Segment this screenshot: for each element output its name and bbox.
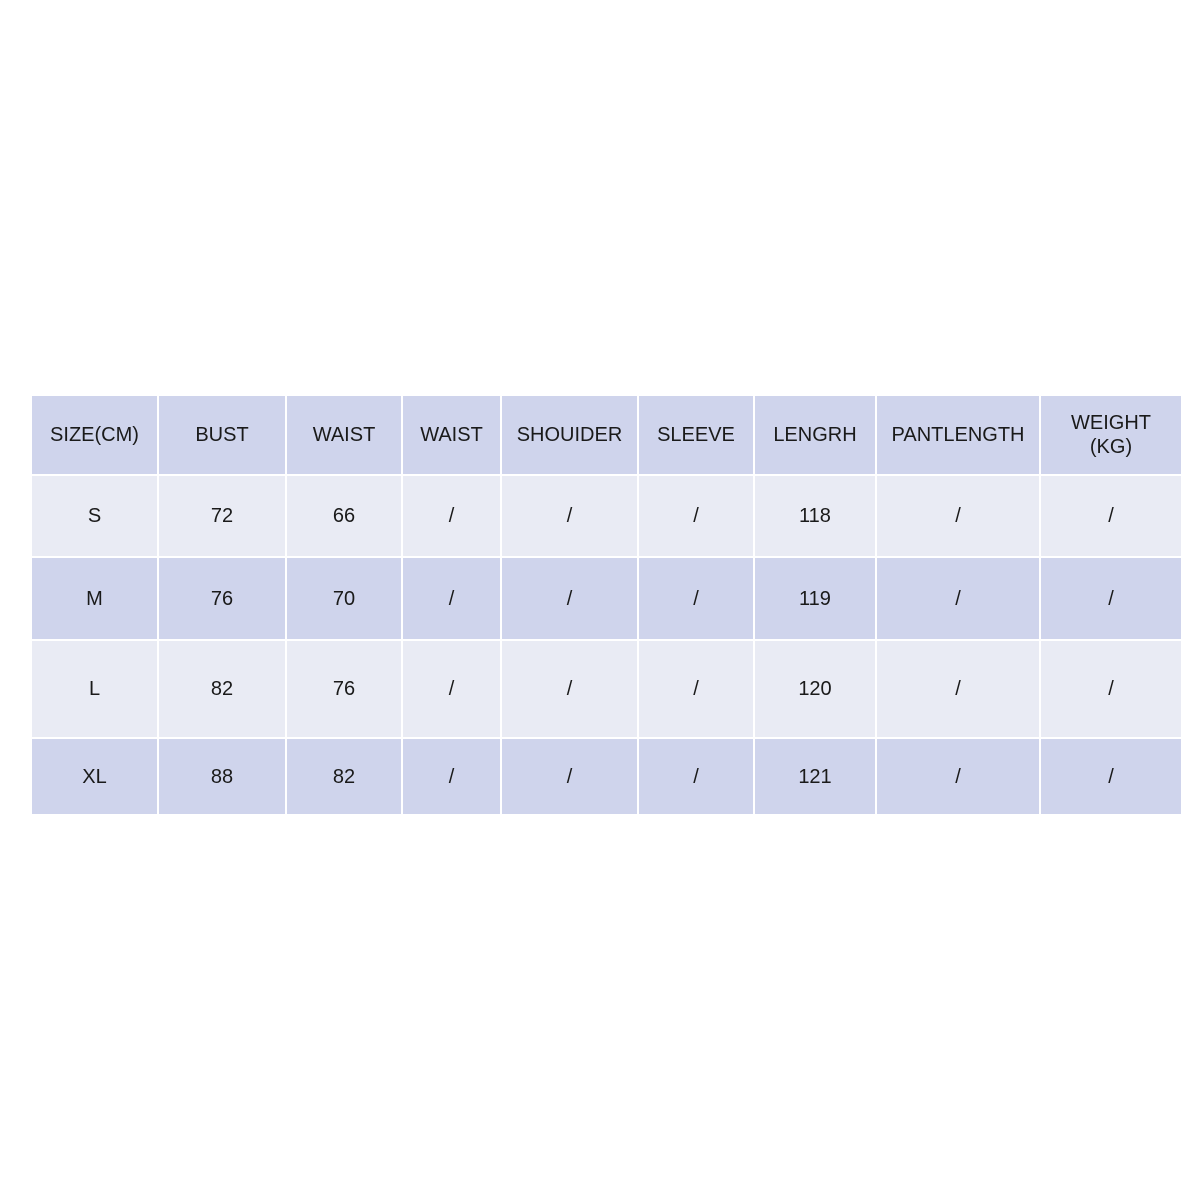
table-row <box>31 738 1182 815</box>
cell-weight: / <box>1040 557 1182 640</box>
cell-shoulder: / <box>501 475 638 557</box>
header-pant-length: PANTLENGTH <box>876 395 1040 475</box>
cell-length: 119 <box>754 557 876 640</box>
header-length: LENGRH <box>754 395 876 475</box>
cell-shoulder: / <box>501 738 638 815</box>
header-size: SIZE(CM) <box>31 395 158 475</box>
cell-pant-length: / <box>876 557 1040 640</box>
header-sleeve: SLEEVE <box>638 395 754 475</box>
cell-sleeve: / <box>638 738 754 815</box>
cell-bust: 76 <box>158 557 286 640</box>
cell-bust: 82 <box>158 640 286 738</box>
cell-shoulder: / <box>501 640 638 738</box>
cell-waist-2: / <box>402 557 501 640</box>
cell-waist: 82 <box>286 738 402 815</box>
cell-weight: / <box>1040 475 1182 557</box>
cell-size: L <box>31 640 158 738</box>
header-weight-line-1: WEIGHT <box>1071 412 1151 434</box>
cell-length: 118 <box>754 475 876 557</box>
cell-waist: 76 <box>286 640 402 738</box>
cell-pant-length: / <box>876 640 1040 738</box>
header-weight-line-2: (KG) <box>1089 436 1133 458</box>
header-waist: WAIST <box>286 395 402 475</box>
cell-waist: 66 <box>286 475 402 557</box>
cell-length: 120 <box>754 640 876 738</box>
cell-sleeve: / <box>638 640 754 738</box>
cell-weight: / <box>1040 738 1182 815</box>
cell-bust: 88 <box>158 738 286 815</box>
cell-size: S <box>31 475 158 557</box>
cell-waist: 70 <box>286 557 402 640</box>
cell-waist-2: / <box>402 738 501 815</box>
cell-length: 121 <box>754 738 876 815</box>
table-header-row <box>31 395 1182 475</box>
cell-sleeve: / <box>638 475 754 557</box>
table-row <box>31 557 1182 640</box>
table-row <box>31 640 1182 738</box>
cell-pant-length: / <box>876 475 1040 557</box>
cell-shoulder: / <box>501 557 638 640</box>
header-bust: BUST <box>158 395 286 475</box>
cell-pant-length: / <box>876 738 1040 815</box>
table-row <box>31 475 1182 557</box>
cell-weight: / <box>1040 640 1182 738</box>
cell-waist-2: / <box>402 475 501 557</box>
cell-bust: 72 <box>158 475 286 557</box>
header-waist-2: WAIST <box>402 395 501 475</box>
header-weight <box>1040 395 1182 475</box>
cell-waist-2: / <box>402 640 501 738</box>
size-chart-table <box>30 394 1183 816</box>
cell-size: XL <box>31 738 158 815</box>
header-shoulder: SHOUIDER <box>501 395 638 475</box>
cell-size: M <box>31 557 158 640</box>
cell-sleeve: / <box>638 557 754 640</box>
